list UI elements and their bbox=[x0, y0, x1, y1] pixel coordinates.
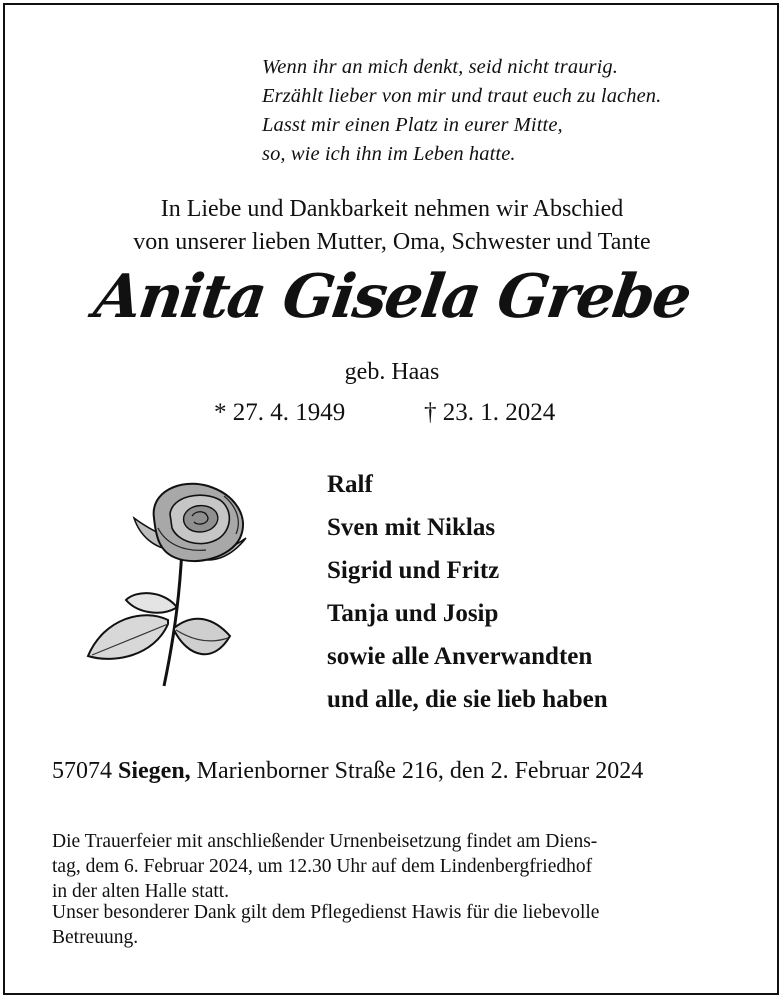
ceremony-line: tag, dem 6. Februar 2024, um 12.30 Uhr auf dem Lindenbergfriedhof bbox=[52, 856, 593, 877]
street-and-date: Marienborner Straße 216, den 2. Februar 2024 bbox=[196, 758, 644, 784]
intro-line: von unserer lieben Mutter, Oma, Schwester und Tante bbox=[133, 229, 651, 255]
poem-line: Lasst mir einen Platz in eurer Mitte, bbox=[262, 114, 563, 136]
thanks-note bbox=[52, 900, 732, 950]
thanks-line: Unser besonderer Dank gilt dem Pflegedienst Hawis für die liebevolle bbox=[52, 902, 600, 923]
poem-line: Erzählt lieber von mir und traut euch zu lachen. bbox=[262, 85, 662, 107]
mourner-name: Sigrid und Fritz bbox=[327, 557, 500, 584]
death-date: † 23. 1. 2024 bbox=[424, 399, 556, 426]
poem-line: so, wie ich ihn im Leben hatte. bbox=[262, 143, 516, 165]
mourner-name: sowie alle Anverwandten bbox=[327, 643, 593, 670]
poem-line: Wenn ihr an mich denkt, seid nicht traurig. bbox=[262, 56, 618, 78]
ceremony-line: in der alten Halle statt. bbox=[52, 881, 230, 902]
rose-icon bbox=[84, 478, 264, 693]
ceremony-info bbox=[52, 829, 732, 904]
birth-name: geb. Haas bbox=[344, 359, 440, 385]
city: Siegen, bbox=[118, 758, 191, 784]
mourner-name: Ralf bbox=[327, 471, 373, 498]
birth-date: * 27. 4. 1949 bbox=[214, 399, 346, 426]
farewell-intro bbox=[0, 193, 784, 259]
address-line bbox=[52, 755, 643, 787]
mourners-list bbox=[327, 463, 608, 721]
mourner-name: und alle, die sie lieb haben bbox=[327, 686, 608, 713]
ceremony-line: Die Trauerfeier mit anschließender Urnenbeisetzung findet am Diens- bbox=[52, 831, 598, 852]
mourner-name: Tanja und Josip bbox=[327, 600, 499, 627]
deceased-name: Anita Gisela Grebe bbox=[90, 262, 694, 332]
intro-line: In Liebe und Dankbarkeit nehmen wir Abschied bbox=[160, 196, 624, 222]
postcode: 57074 bbox=[52, 758, 112, 784]
poem bbox=[262, 53, 661, 169]
mourner-name: Sven mit Niklas bbox=[327, 514, 496, 541]
thanks-line: Betreuung. bbox=[52, 927, 139, 948]
